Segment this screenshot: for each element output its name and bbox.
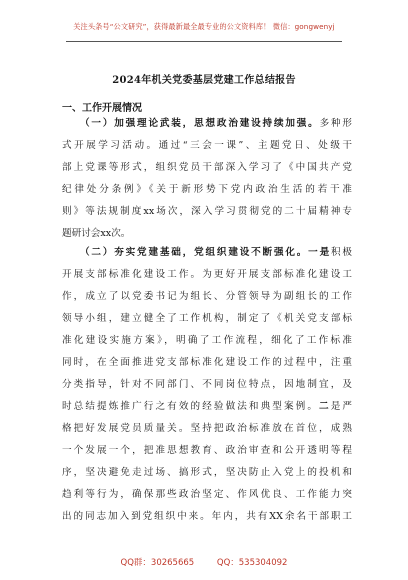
paragraph-lead: （二）夯实党建基础，党组织建设不断强化。一是	[80, 247, 331, 258]
paragraph-lead: （一）加强理论武装，思想政治建设持续加强。	[80, 118, 320, 129]
paragraph-line: 领导小组，建立健全了工作机构，制定了《机关党支部标	[62, 313, 352, 324]
paragraph-inline-lead: 二	[319, 401, 331, 412]
paragraph-line: 出的同志加入到党组织中来。年内，共有XX余名干部职工	[62, 511, 352, 522]
paragraph-line: （二）夯实党建基础，党组织建设不断强化。一是积极	[80, 247, 352, 258]
paragraph-theory	[62, 113, 352, 245]
header-divider	[66, 41, 342, 42]
paragraph-line: 开展支部标准化建设工作。为更好开展支部标准化建设工	[62, 269, 352, 280]
paragraph-line: 纪律处分条例》《关于新形势下党内政治生活的若干准	[62, 184, 352, 195]
paragraph-line: 趋利等行为，确保那些政治坚定、作风优良、工作能力突	[62, 489, 352, 500]
paragraph-line: 序，坚决避免走过场、搞形式，坚决防止入党上的投机和	[62, 467, 352, 478]
paragraph-line: 时总结提炼推广行之有效的经验做法和典型案例。二是严	[62, 401, 352, 412]
paragraph-line: 式开展学习活动。通过“三会一课”、主题党日、处级干	[62, 140, 352, 151]
document-title: 2024年机关党委基层党建工作总结报告	[112, 75, 296, 86]
footer-qq-group: QQ群：30265665	[120, 558, 195, 568]
paragraph-line: 一个发展一个，把准思想教育、政治审查和公开透明等程	[62, 445, 352, 456]
paragraph-line: 则》等法规制度xx场次，深入学习贯彻党的二十届精神专	[62, 206, 352, 217]
footer-qq-contact: QQ：535304092	[216, 558, 288, 568]
paragraph-party-building	[62, 242, 352, 528]
paragraph-line: 准化建设实施方案》，明确了工作流程，细化了工作标准	[62, 335, 352, 346]
page-header-banner: 关注头条号“公文研究”，获得最新最全最专业的公文资料库！ 微信：gongwenyj	[73, 22, 335, 31]
paragraph-line: 格把好发展党员质量关。坚持把政治标准放在首位，成熟	[62, 423, 352, 434]
paragraph-line: 部上党课等形式，组织党员干部深入学习了《中国共产党	[62, 162, 352, 173]
page-footer	[0, 556, 408, 568]
paragraph-line: 分类指导，针对不同部门、不同岗位特点，因地制宜，及	[62, 379, 352, 390]
section-heading: 一、工作开展情况	[62, 103, 142, 114]
paragraph-line: 同时，在全面推进党支部标准化建设工作的过程中，注重	[62, 357, 352, 368]
paragraph-line: （一）加强理论武装，思想政治建设持续加强。多种形	[80, 118, 352, 129]
paragraph-line: 题研讨会xx次。	[62, 228, 131, 239]
paragraph-line: 作，成立了以党委书记为组长、分管领导为副组长的工作	[62, 291, 352, 302]
